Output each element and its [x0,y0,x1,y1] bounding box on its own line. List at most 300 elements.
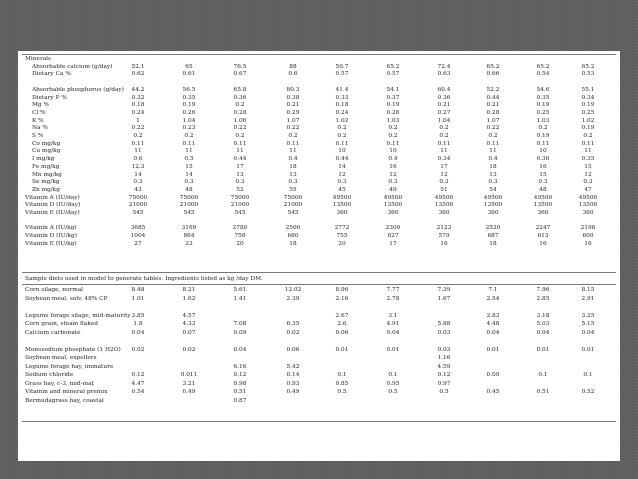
cell-value: 16 [539,163,547,170]
cell-value: 21000 [283,202,303,209]
cell-value: 13500 [578,202,598,209]
cell-value: 13500 [434,202,454,209]
row-label: Legume forage hay, immature [25,363,114,370]
cell-value: 4.48 [486,321,500,327]
cell-value: 2772 [334,225,350,232]
caption-rule [22,284,616,285]
cell-value: 0.32 [131,94,145,101]
cell-value: 864 [183,233,195,240]
cell-value: 0.2 [439,125,449,132]
row-label: I mg/kg [32,156,55,163]
table-row [18,304,620,311]
cell-value: 0.3 [288,179,298,186]
cell-value: 0.02 [131,346,145,353]
cell-value: 0.51 [233,389,247,395]
cell-value: 0.3 [133,179,143,186]
cell-value: 6.16 [233,363,247,370]
cell-value: 8.96 [335,287,349,293]
cell-value: 0.35 [581,156,595,163]
cell-value: 14 [338,163,346,170]
cell-value: 0.11 [182,140,196,147]
cell-value: 16 [389,163,397,170]
cell-value: 55 [289,186,297,193]
cell-value: 75000 [179,194,199,201]
cell-value: 8.21 [182,287,196,293]
cell-value: 12.02 [284,287,302,293]
row-label: Soybean meal, expellers [25,355,97,361]
cell-value: 2.85 [536,295,550,302]
cell-value: 0.18 [131,102,145,109]
cell-value: 0.2 [583,133,593,139]
cell-value: 12 [584,171,592,178]
cell-value: 88 [289,63,297,70]
cell-value: 0.97 [437,380,451,387]
cell-value: 0.85 [335,380,349,387]
cell-value: 12 [338,171,346,178]
cell-value: 0.2 [488,133,498,139]
table-row [18,381,620,388]
cell-value: 2.78 [386,295,400,302]
cell-value: 2.54 [486,295,500,302]
cell-value: 0.011 [180,372,198,378]
row-label: Monosodium phosphate (1 H2O) [25,346,121,353]
cell-value: 0.51 [536,389,550,395]
cell-value: 0.5 [337,389,347,395]
cell-value: 0.26 [182,109,196,116]
cell-value: 15 [584,163,592,170]
cell-value: 0.2 [235,102,245,109]
cell-value: 0.2 [388,133,398,139]
bottom-rule [22,421,616,422]
cell-value: 0.22 [486,125,500,132]
cell-value: 0.04 [386,329,400,336]
cell-value: 0.12 [233,372,247,378]
cell-value: 0.12 [131,372,145,378]
cell-value: 0.26 [386,109,400,116]
cell-value: 0.28 [233,109,247,116]
cell-value: 49500 [533,194,553,201]
table-row [18,156,620,163]
cell-value: 11 [489,148,497,155]
table-row [18,313,620,320]
cell-value: 14 [134,171,142,178]
cell-value: 0.11 [335,140,349,147]
cell-value: 0.19 [581,125,595,132]
cell-value: 54.1 [386,86,400,93]
cell-value: 52 [236,186,244,193]
cell-value: 49500 [578,194,598,201]
cell-value: 0.29 [286,109,300,116]
cell-value: 3.25 [581,312,595,319]
cell-value: 12 [440,171,448,178]
cell-value: 17 [389,240,397,247]
cell-value: 0.5 [439,389,449,395]
cell-value: 0.19 [182,102,196,109]
row-label: Fe mg/kg [32,163,60,170]
cell-value: 43 [134,186,142,193]
row-label: Corn silage, normal [25,287,84,293]
cell-value: 0.07 [182,329,196,336]
cell-value: 15 [539,171,547,178]
cell-value: 0.24 [131,109,145,116]
cell-value: 13 [489,171,497,178]
cell-value: 0.54 [536,71,550,78]
cell-value: 11 [185,148,193,155]
cell-value: 72.4 [437,63,451,70]
table-row [18,71,620,78]
cell-value: 0.11 [536,140,550,147]
cell-value: 545 [287,210,299,216]
cell-value: 0.22 [233,125,247,132]
cell-value: 13 [236,171,244,178]
cell-value: 0.11 [581,140,595,147]
cell-value: 7.08 [233,321,247,327]
cell-value: 1.41 [233,295,247,302]
row-label: Legume forage silage, mid-maturity [25,312,131,319]
cell-value: 0.11 [386,140,400,147]
cell-value: 4.91 [386,321,400,327]
table-row [18,287,620,294]
cell-value: 0.1 [538,372,548,378]
cell-value: 0.21 [437,102,451,109]
table-row [18,164,620,171]
cell-value: 15 [185,163,193,170]
cell-value: 0.36 [437,94,451,101]
cell-value: 2123 [436,225,452,232]
cell-value: 0.28 [486,109,500,116]
cell-value: 3.1 [388,312,398,319]
table-row [18,141,620,148]
cell-value: 0.44 [486,94,500,101]
cell-value: 11 [440,148,448,155]
cell-value: 16 [440,240,448,247]
table-row [18,210,620,217]
cell-value: 0.2 [184,133,194,139]
cell-value: 0.22 [131,125,145,132]
table-row [18,202,620,209]
cell-value: 545 [234,210,246,216]
table-row [18,195,620,202]
row-label: Sodium chloride [25,372,74,378]
cell-value: 0.09 [233,329,247,336]
cell-value: 21000 [230,202,250,209]
row-label: Vitamin E (IU/kg) [25,240,77,247]
cell-value: 7.96 [536,287,550,293]
mid-rule [22,272,616,273]
cell-value: 0.66 [486,71,500,78]
cell-value: 48 [539,186,547,193]
cell-value: 0.62 [131,71,145,78]
cell-value: 1 [136,117,140,124]
cell-value: 0.21 [286,102,300,109]
cell-value: 0.33 [335,94,349,101]
cell-value: 1.01 [131,295,145,302]
cell-value: 1.02 [581,117,595,124]
cell-value: 7.1 [488,287,498,293]
cell-value: 0.36 [233,94,247,101]
table-row [18,398,620,405]
cell-value: 5.61 [233,287,247,293]
cell-value: 3.18 [536,312,550,319]
cell-value: 0.57 [386,71,400,78]
cell-value: 80.3 [286,86,300,93]
row-label: Mn mg/kg [32,171,62,178]
cell-value: 3.21 [182,380,196,387]
cell-value: 0.1 [337,372,347,378]
cell-value: 10 [539,148,547,155]
cell-value: 1.8 [133,321,143,327]
cell-value: 20 [236,240,244,247]
cell-value: 0.21 [486,102,500,109]
cell-value: 56.5 [182,86,196,93]
table-row [18,179,620,186]
cell-value: 4.57 [182,312,196,319]
cell-value: 49 [389,186,397,193]
row-label: Co mg/kg [32,140,61,147]
cell-value: 0.19 [581,102,595,109]
cell-value: 3169 [181,225,197,232]
row-label: Vitamin A (IU/day) [25,194,80,201]
cell-value: 65.2 [386,63,400,70]
cell-value: 0.11 [437,140,451,147]
cell-value: 11 [584,148,592,155]
table-row [18,347,620,354]
cell-value: 0.5 [184,156,194,163]
cell-value: 45 [338,186,346,193]
table-row [18,87,620,94]
table-row [18,172,620,179]
cell-value: 11 [236,148,244,155]
cell-value: 0.19 [386,102,400,109]
cell-value: 18 [289,163,297,170]
row-label: Vitamin A (IU/kg) [25,225,77,232]
cell-value: 3685 [130,225,146,232]
cell-value: 360 [387,210,399,216]
row-label: Minerals [25,56,52,62]
cell-value: 0.2 [388,125,398,132]
cell-value: 0.2 [439,133,449,139]
cell-value: 0.11 [233,140,247,147]
row-label: Vitamin E (IU/day) [25,210,80,216]
cell-value: 1.02 [335,117,349,124]
cell-value: 27 [134,240,142,247]
cell-value: 579 [438,233,450,240]
cell-value: 0.37 [386,94,400,101]
cell-value: 0.02 [286,329,300,336]
cell-value: 3.85 [131,312,145,319]
cell-value: 16 [539,240,547,247]
cell-value: 0.49 [286,389,300,395]
table-row [18,389,620,396]
cell-value: 5.42 [286,363,300,370]
cell-value: 0.34 [437,156,451,163]
cell-value: 0.3 [439,179,449,186]
cell-value: 21000 [128,202,148,209]
cell-value: 13500 [383,202,403,209]
cell-value: 65.2 [581,63,595,70]
cell-value: 0.35 [182,94,196,101]
cell-value: 2198 [580,225,596,232]
cell-value: 0.3 [235,179,245,186]
row-label: Vitamin D (IU/day) [25,202,81,209]
cell-value: 13500 [332,202,352,209]
cell-value: 0.03 [437,346,451,353]
table-row [18,110,620,117]
cell-value: 600 [582,233,594,240]
cell-value: 0.34 [581,94,595,101]
cell-value: 360 [537,210,549,216]
cell-value: 51 [440,186,448,193]
cell-value: 0.45 [486,389,500,395]
row-label: S % [32,133,44,139]
cell-value: 2.67 [335,312,349,319]
cell-value: 755 [336,233,348,240]
cell-value: 65.2 [486,63,500,70]
cell-value: 0.02 [182,346,196,353]
table2-caption: Sample diets used in model to generate tables. Ingredients listed as kg /day DM. [25,276,263,282]
cell-value: 5.03 [536,321,550,327]
cell-value: 8.48 [131,287,145,293]
cell-value: 0.11 [486,140,500,147]
cell-value: 13 [289,171,297,178]
row-label: Zn mg/kg [32,186,60,193]
cell-value: 2520 [485,225,501,232]
table-row [18,79,620,86]
cell-value: 18 [289,240,297,247]
cell-value: 0.04 [486,329,500,336]
table-row [18,338,620,345]
cell-value: 0.6 [133,156,143,163]
table-row [18,125,620,132]
cell-value: 10 [338,148,346,155]
cell-value: 23 [185,240,193,247]
table-row [18,364,620,371]
cell-value: 1.04 [182,117,196,124]
cell-value: 0.2 [337,133,347,139]
cell-value: 0.57 [335,71,349,78]
cell-value: 75000 [283,194,303,201]
cell-value: 2.39 [286,295,300,302]
row-label: Absorbable phosphorus (g/day) [32,86,124,93]
cell-value: 1.06 [233,117,247,124]
cell-value: 0.35 [536,94,550,101]
cell-value: 2500 [285,225,301,232]
cell-value: 60.4 [437,86,451,93]
cell-value: 4.33 [182,321,196,327]
cell-value: 0.12 [437,372,451,378]
cell-value: 0.23 [182,125,196,132]
cell-value: 0.3 [337,179,347,186]
row-label: Se mg/kg [32,179,60,186]
row-label: Soybean meal, solv. 48% CP [25,295,108,302]
table-row [18,118,620,125]
row-label: Cl % [32,109,46,116]
cell-value: 1004 [130,233,146,240]
table-row [18,233,620,240]
cell-value: 0.44 [335,156,349,163]
cell-value: 360 [336,210,348,216]
cell-value: 49500 [434,194,454,201]
cell-value: 50.7 [335,63,349,70]
top-rule [22,54,616,55]
cell-value: 6.35 [286,321,300,327]
cell-value: 758 [234,233,246,240]
cell-value: 0.24 [335,109,349,116]
cell-value: 0.06 [335,329,349,336]
cell-value: 13500 [483,202,503,209]
cell-value: 0.25 [581,109,595,116]
cell-value: 360 [487,210,499,216]
table-row [18,225,620,232]
cell-value: 49500 [332,194,352,201]
cell-value: 0.3 [488,179,498,186]
cell-value: 0.01 [581,346,595,353]
cell-value: 0.1 [583,372,593,378]
cell-value: 0.06 [286,346,300,353]
table2-caption-row [18,276,620,283]
table-row [18,56,620,63]
cell-value: 18 [489,240,497,247]
cell-value: 13500 [533,202,553,209]
cell-value: 0.01 [536,346,550,353]
cell-value: 0.1 [388,372,398,378]
cell-value: 0.6 [288,71,298,78]
row-label: Na % [32,125,48,132]
table-row [18,218,620,225]
cell-value: 1.07 [486,117,500,124]
table-row [18,64,620,71]
cell-value: 18 [489,163,497,170]
cell-value: 76.5 [233,63,247,70]
cell-value: 4.59 [437,363,451,370]
cell-value: 14 [185,171,193,178]
table-row [18,187,620,194]
cell-value: 2.91 [581,295,595,302]
row-label: Grass hay, c-3, mid-mat [25,380,94,387]
cell-value: 0.98 [233,380,247,387]
cell-value: 1.62 [182,295,196,302]
cell-value: 52.2 [486,86,500,93]
cell-value: 0.61 [182,71,196,78]
cell-value: 1.07 [286,117,300,124]
cell-value: 1.16 [437,355,451,361]
cell-value: 1.03 [536,117,550,124]
cell-value: 54 [489,186,497,193]
cell-value: 0.87 [233,397,247,404]
cell-value: 5.88 [437,321,451,327]
cell-value: 0.01 [386,346,400,353]
cell-value: 0.11 [286,140,300,147]
cell-value: 17 [440,163,448,170]
cell-value: 2.83 [486,312,500,319]
cell-value: 7.39 [437,287,451,293]
document-page [18,51,620,461]
cell-value: 0.14 [286,372,300,378]
cell-value: 0.4 [488,156,498,163]
row-label: Dietary Ca % [32,71,71,78]
cell-value: 0.63 [437,71,451,78]
row-label: Calcium carbonate [25,329,81,336]
cell-value: 0.03 [437,329,451,336]
cell-value: 16 [584,240,592,247]
cell-value: 545 [132,210,144,216]
cell-value: 0.38 [286,94,300,101]
cell-value: 0.53 [581,71,595,78]
cell-value: 10 [389,148,397,155]
cell-value: 2.6 [337,321,347,327]
cell-value: 2.16 [335,295,349,302]
cell-value: 360 [582,210,594,216]
